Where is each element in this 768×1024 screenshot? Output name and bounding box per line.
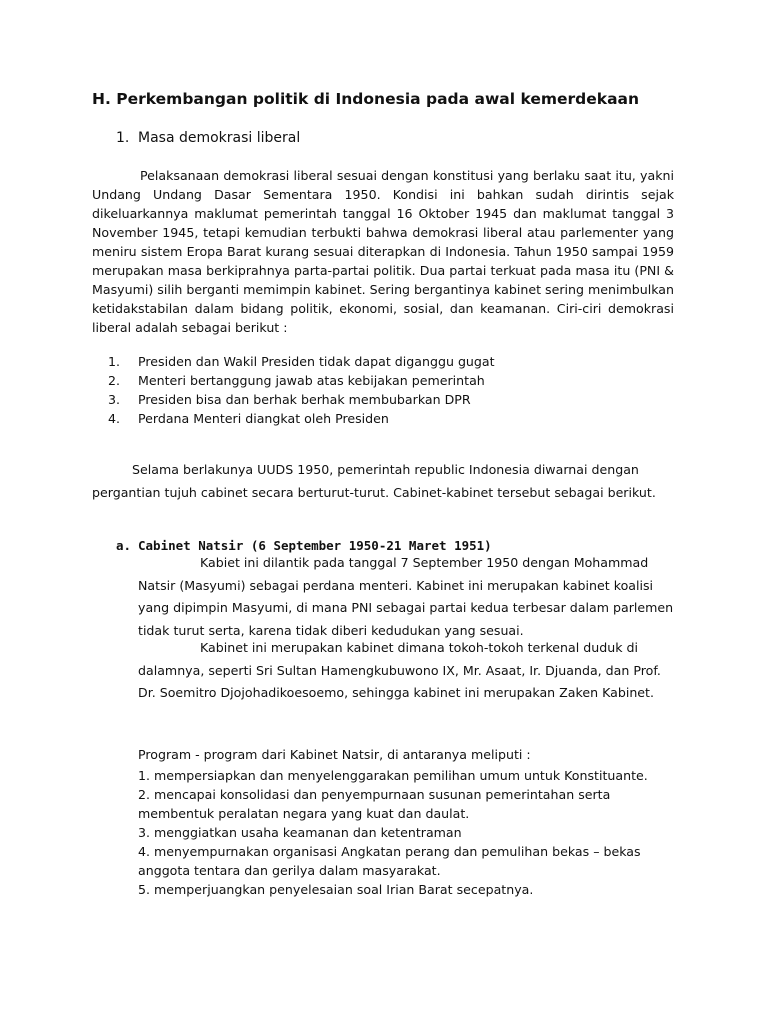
list-item-number: 1. bbox=[108, 354, 121, 369]
cabinet-paragraph-1: Kabiet ini dilantik pada tanggal 7 September 1950 dengan Mohammad Natsir (Masyumi) sebagai perdana menteri. Kabinet ini merupakan kabinet koalisi yang dipimpin Masyumi, di mana PNI sebagai partai kedua terbesar dalam parlemen tidak turut serta, karena tidak diberi kedudukan yang sesuai. bbox=[138, 555, 674, 638]
program-item: 1. mempersiapkan dan menyelenggarakan pemilihan umum untuk Konstituante. bbox=[138, 768, 648, 783]
subheading-text: Masa demokrasi liberal bbox=[138, 130, 301, 146]
subheading bbox=[116, 130, 300, 146]
list-item-number: 2. bbox=[108, 373, 121, 388]
cabinet-paragraph-2: Kabinet ini merupakan kabinet dimana tokoh-tokoh terkenal duduk di dalamnya, seperti Sri Sultan Hamengkubuwono IX, Mr. Asaat, Ir. Djuanda, dan Prof. Dr. Soemitro Djojohadikoesoemo, sehingga kabinet ini merupakan Zaken Kabinet. bbox=[138, 640, 661, 700]
programs-list bbox=[138, 766, 658, 899]
list-item-number: 3. bbox=[108, 392, 121, 407]
programs-intro: Program - program dari Kabinet Natsir, di antaranya meliputi : bbox=[138, 747, 531, 762]
list-item bbox=[108, 390, 495, 409]
subheading-number: 1. bbox=[116, 130, 130, 146]
program-item: 3. menggiatkan usaha keamanan dan ketentraman bbox=[138, 825, 462, 840]
program-item: 4. menyempurnakan organisasi Angkatan perang dan pemulihan bekas – bekas anggota tentara dan gerilya dalam masyarakat. bbox=[138, 844, 641, 878]
list-item-text: Presiden bisa dan berhak berhak membubarkan DPR bbox=[138, 392, 471, 407]
section-heading: H. Perkembangan politik di Indonesia pada awal kemerdekaan bbox=[92, 90, 640, 108]
list-item bbox=[108, 352, 495, 371]
list-item bbox=[108, 409, 495, 428]
list-item-number: 4. bbox=[108, 411, 121, 426]
intro-paragraph: Pelaksanaan demokrasi liberal sesuai dengan konstitusi yang berlaku saat itu, yakni Undang Undang Dasar Sementara 1950. Kondisi ini bahkan sudah dirintis sejak dikeluarkannya maklumat pemerintah tanggal 16 Oktober 1945 dan maklumat tanggal 3 November 1945, tetapi kemudian terbukti bahwa demokrasi liberal atau parlementer yang meniru sistem Eropa Barat kurang sesuai diterapkan di Indonesia. Tahun 1950 sampai 1959 merupakan masa berkiprahnya parta-partai politik. Dua partai terkuat pada masa itu (PNI & Masyumi) silih berganti memimpin kabinet. Sering bergantinya kabinet sering menimbulkan ketidakstabilan dalam bidang politik, ekonomi, sosial, dan keamanan. Ciri-ciri demokrasi liberal adalah sebagai berikut : bbox=[92, 168, 674, 335]
cabinet-letter: a. bbox=[116, 538, 132, 553]
list-item-text: Perdana Menteri diangkat oleh Presiden bbox=[138, 411, 389, 426]
list-item-text: Menteri bertanggung jawab atas kebijakan pemerintah bbox=[138, 373, 485, 388]
uuds-paragraph: Selama berlakunya UUDS 1950, pemerintah republic Indonesia diwarnai dengan pergantian tujuh cabinet secara berturut-turut. Cabinet-kabinet tersebut sebagai berikut. bbox=[92, 462, 656, 500]
cabinet-title: Cabinet Natsir (6 September 1950-21 Maret 1951) bbox=[138, 538, 492, 553]
program-item: 5. memperjuangkan penyelesaian soal Irian Barat secepatnya. bbox=[138, 882, 534, 897]
criteria-list bbox=[108, 352, 495, 428]
list-item bbox=[108, 371, 495, 390]
program-item: 2. mencapai konsolidasi dan penyempurnaan susunan pemerintahan serta membentuk peralatan negara yang kuat dan daulat. bbox=[138, 787, 611, 821]
cabinet-heading bbox=[116, 538, 492, 553]
list-item-text: Presiden dan Wakil Presiden tidak dapat diganggu gugat bbox=[138, 354, 495, 369]
